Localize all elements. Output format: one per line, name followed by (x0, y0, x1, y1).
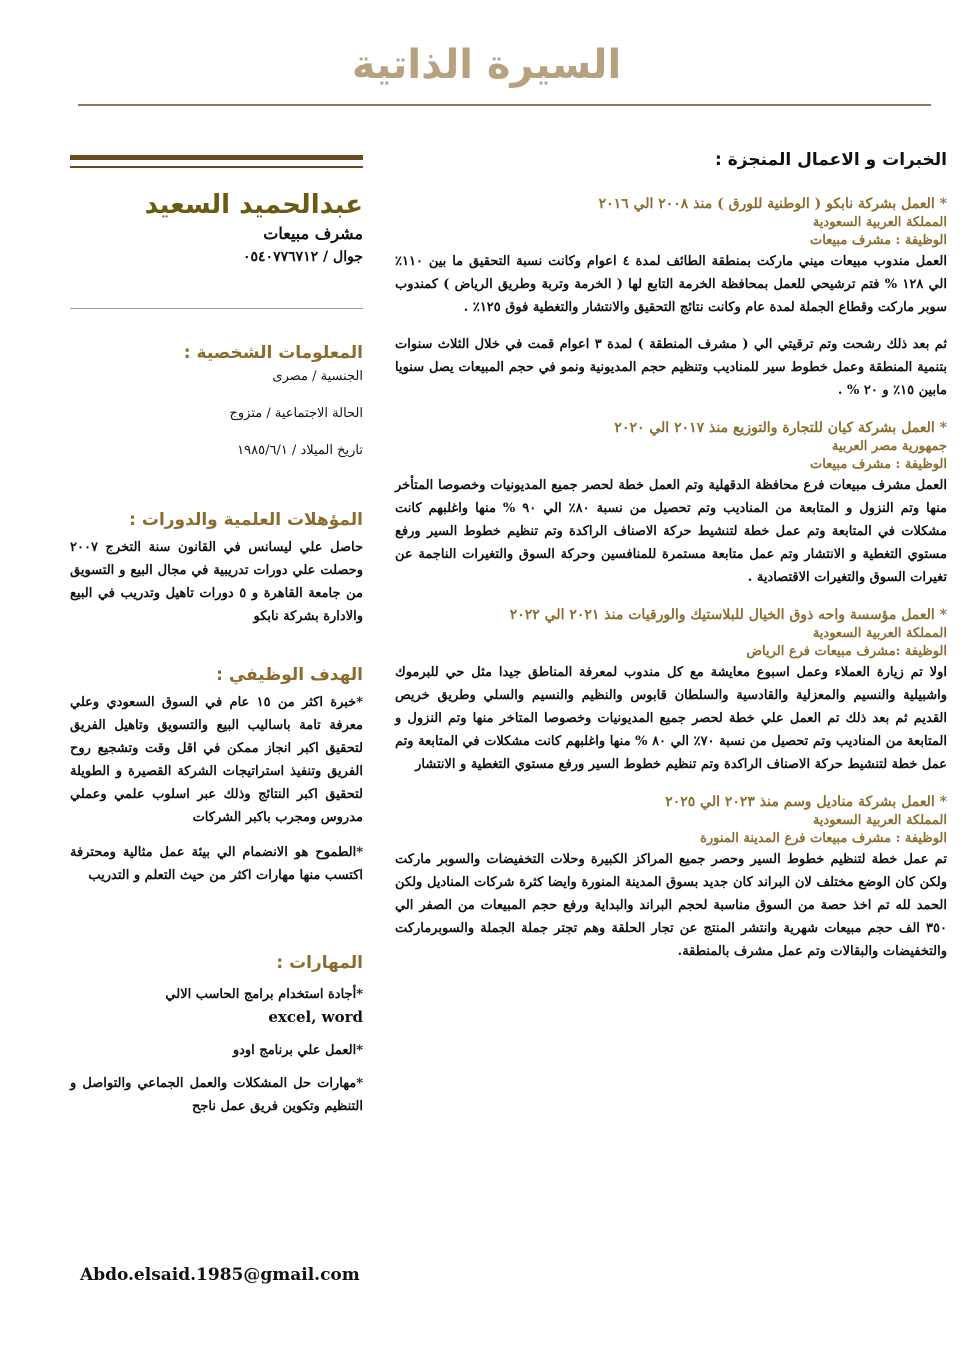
job-entry (395, 196, 947, 402)
job-description: تم عمل خطة لتنظيم خطوط السير وحصر جميع المراكز الكبيرة وحلات التخفيضات والسوبر ماركت ولكن كان الوضع مختلف لان البراند كان جديد بسوق المدينة المنورة وايضا كثرة شركات المناديل ولكن الحمد لله تم اخذ حصة من السوق مناسبة لحجم البراند والبداية ورفع حجم المبيعات من الصفر الي ٣٥٠ الف حجم مبيعات شهرية وانتشر المنتج عن تجار الحلقة وهم تجتر جملة الجملة والسوبرماركت والتخفيضات والبقالات وتم عمل مشرف بالمنطقة. (395, 852, 947, 959)
job-title: * العمل بشركة نابكو ( الوطنية للورق ) منذ ٢٠٠٨ الي ٢٠١٦ (598, 196, 947, 212)
job-entry (395, 607, 947, 776)
title-divider (78, 104, 931, 106)
job-title: * العمل مؤسسة واحه ذوق الخيال للبلاستيك والورقيات منذ ٢٠٢١ الي ٢٠٢٢ (509, 607, 947, 623)
job-country: جمهورية مصر العربية (831, 439, 947, 454)
personal-info-section (70, 343, 363, 480)
person-name: عبدالحميد السعيد (144, 190, 363, 220)
objective-section (70, 665, 363, 887)
education-section (70, 510, 363, 628)
nationality: الجنسية / مصرى (272, 369, 363, 384)
job-description: العمل مشرف مبيعات فرع محافظة الدقهلية وتم العمل خطة لحصر جميع المديونيات وخصوصا المتأخر منها وتم النزول و المتابعة من المناديب وتم تحصيل من نسبة ٨٠٪ الي ٩٠ % منها واغلبهم كانت مشكلات في المتابعة وتم عمل خطة لتنشيط حركة الاصناف الراكدة وتم تنظيم خطوط السير ورفع مستوي التغطية و الانتشار وتم عمل متابعة مستمرة للمنافسين وحركة السوق والتغيرات الناجمة عن تغيرات السوق والتغيرات الاقتصادية . (395, 478, 947, 585)
job-description: اولا تم زيارة العملاء وعمل اسبوع معايشة مع كل مندوب لمعرفة المناطق جيدا مثل حي للبرموك واشبيلية والنسيم والمعزلية والقادسية والسلطان قابوس والنظيم والنسيم والسلي وطريق خريص القديم ثم بعد ذلك تم العمل علي خطة لحصر جميع المديونيات وخصوصا المتاخر منها وتم النزول و المتابعة من المناديب وتم تحصيل من نسبة ٧٠٪ الي ٨٠ % منها واغلبهم كانت مشكلات في المتابعة وتم عمل خطة لتنشيط حركة الاصناف الراكدة وتم تنظيم خطوط السير ورفع مستوي التغطية و الانتشار (395, 665, 947, 772)
header-rule-bottom (70, 166, 363, 168)
skill-teamwork: *مهارات حل المشكلات والعمل الجماعي والتواصل و التنظيم وتكوين فريق عمل ناجح (70, 1076, 363, 1114)
email-address[interactable]: Abdo.elsaid.1985@gmail.com (80, 1265, 360, 1285)
date-of-birth: تاريخ الميلاد / ١٩٨٥/٦/١ (237, 443, 363, 458)
job-description: العمل مندوب مبيعات ميني ماركت بمنطقة الطائف لمدة ٤ اعوام وكانت نسبة التحقيق ما بين ١١٠٪ الي ١٢٨ % فتم ترشيحي للعمل بمحافظة الخرمة التابع لها ( الخرمة وتربة وطريق الرياض ) كمندوب سوبر ماركت وقطاع الجملة لمدة عام وكانت نتائج التحقيق والانتشار والتغطية فوق ١٢٥٪ . (395, 254, 948, 315)
objective-text-1: *خبرة اكثر من ١٥ عام في السوق السعودي وعلي معرفة تامة باساليب البيع والتسويق وتاهيل الفريق لتحقيق اكبر انجاز ممكن في اقل وقت وتشجيع روح الفريق وتنفيذ استراتيجات الشركة القصيرة و الطويلة لتحقيق اكبر النتائج وذلك عبر اسلوب علمي وعملي مدروس ومجرب باكبر الشركات (70, 695, 364, 825)
skills-heading: المهارات : (276, 953, 363, 973)
education-heading: المؤهلات العلمية والدورات : (129, 510, 363, 530)
job-role: الوظيفة : مشرف مبيعات فرع المدينة المنورة (700, 831, 947, 846)
phone-number: جوال / ٠٥٤٠٧٧٦٧١٢ (242, 249, 363, 265)
objective-text-2: *الطموح هو الانضمام الي بيئة عمل مثالية ومحترفة اكتسب منها مهارات اكثر من حيث التعلم و التدريب (70, 845, 363, 883)
job-title: * العمل بشركة كيان للتجارة والتوزيع منذ ٢٠١٧ الي ٢٠٢٠ (614, 420, 947, 436)
job-role: الوظيفة : مشرف مبيعات (810, 457, 947, 472)
skill-computer: *أجادة استخدام برامج الحاسب الالي (165, 987, 363, 1002)
job-entry (395, 420, 947, 589)
experience-heading: الخبرات و الاعمال المنجزة : (715, 150, 947, 170)
job-description-2: ثم بعد ذلك رشحت وتم ترقيتي الي ( مشرف المنطقة ) لمدة ٣ اعوام قمت في خلال الثلاث سنوات بتنمية المنطقة وعمل خطوط سير للمناديب وتنظيم حجم المديونية ونمو في حجم المبيعات يصل سنويا مابين ١٥٪ و ٢٠ % . (395, 337, 947, 398)
person-job-title: مشرف مبيعات (263, 224, 363, 243)
job-entry (395, 794, 947, 963)
job-country: المملكة العربية السعودية (812, 813, 947, 828)
job-title: * العمل بشركة مناديل وسم منذ ٢٠٢٣ الي ٢٠٢٥ (665, 794, 947, 810)
header-rule-top (70, 155, 363, 160)
objective-heading: الهدف الوظيفي : (216, 665, 363, 685)
job-country: المملكة العربية السعودية (812, 626, 947, 641)
contact-header (70, 190, 363, 265)
personal-info-heading: المعلومات الشخصية : (183, 343, 363, 363)
experience-section (395, 150, 947, 981)
job-role: الوظيفة : مشرف مبيعات (810, 233, 947, 248)
page-title: السيرة الذاتية (351, 42, 622, 88)
left-divider (70, 308, 363, 309)
skill-odoo: *العمل علي برنامج اودو (232, 1043, 363, 1058)
marital-status: الحالة الاجتماعية / متزوج (229, 406, 363, 421)
education-text: حاصل علي ليسانس في القانون سنة التخرج ٢٠٠٧ وحصلت علي دورات تدريبية في مجال البيع و التسويق من جامعة القاهرة و ٥ دورات تاهيل وتدريب في البيع والادارة بشركة نابكو (70, 540, 363, 624)
skills-section (70, 953, 363, 1118)
job-role: الوظيفة :مشرف مبيعات فرع الرياض (746, 644, 947, 659)
skill-software: excel, word (268, 1008, 363, 1026)
job-country: المملكة العربية السعودية (812, 215, 947, 230)
